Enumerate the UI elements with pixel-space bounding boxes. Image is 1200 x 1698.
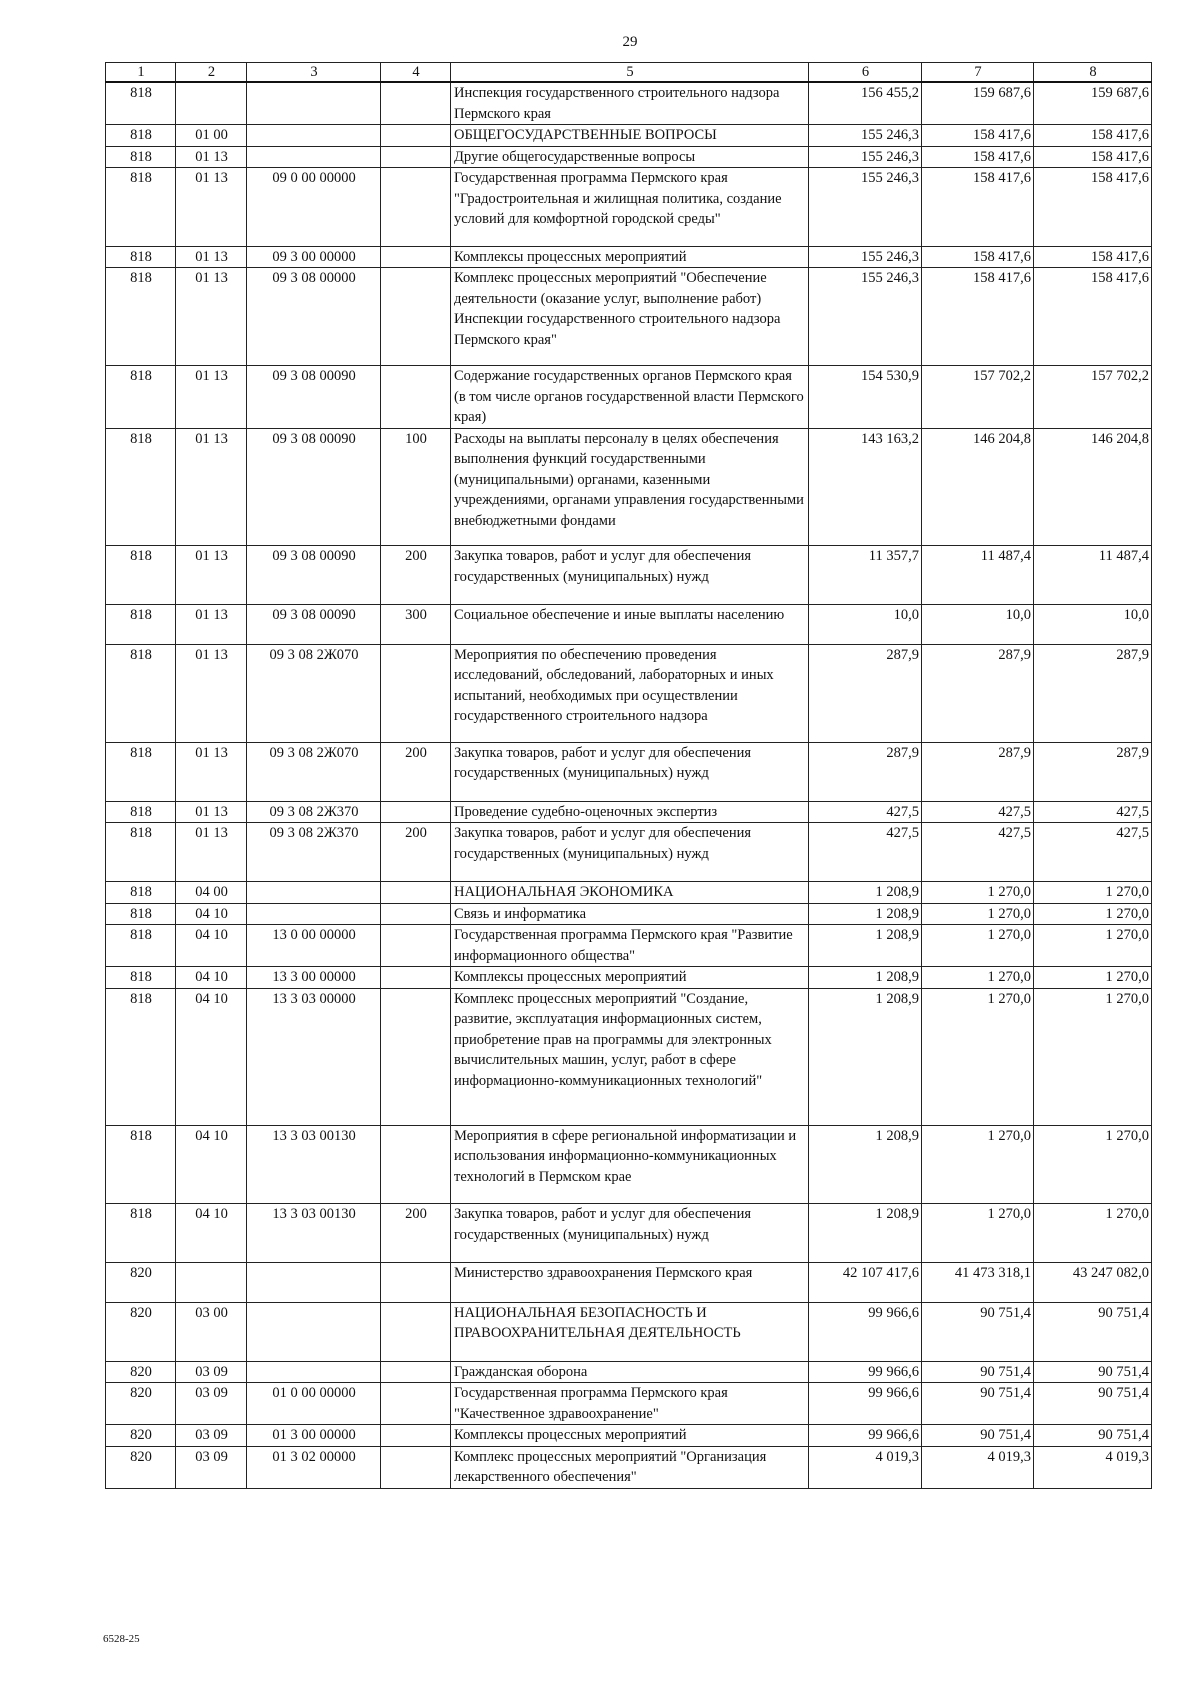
cell-amount-col8: 10,0: [1034, 605, 1152, 645]
cell-section-code: 04 10: [176, 925, 247, 967]
cell-section-code: 01 13: [176, 644, 247, 742]
cell-amount-col6: 287,9: [809, 742, 922, 801]
cell-target-article: [247, 1302, 381, 1361]
cell-amount-col6: 1 208,9: [809, 1125, 922, 1204]
table-row: [106, 268, 1152, 366]
cell-description: Комплексы процессных мероприятий: [451, 246, 809, 268]
cell-expense-type: [381, 1361, 451, 1383]
cell-admin-code: 820: [106, 1361, 176, 1383]
cell-amount-col8: 90 751,4: [1034, 1361, 1152, 1383]
cell-description: Гражданская оборона: [451, 1361, 809, 1383]
cell-expense-type: [381, 1446, 451, 1488]
cell-expense-type: 200: [381, 546, 451, 605]
cell-amount-col8: 1 270,0: [1034, 1204, 1152, 1263]
cell-amount-col8: 158 417,6: [1034, 168, 1152, 247]
cell-amount-col7: 1 270,0: [922, 903, 1034, 925]
table-row: [106, 246, 1152, 268]
cell-amount-col7: 158 417,6: [922, 268, 1034, 366]
table-row: [106, 925, 1152, 967]
cell-admin-code: 818: [106, 366, 176, 429]
cell-description: Закупка товаров, работ и услуг для обеспечения государственных (муниципальных) нужд: [451, 823, 809, 882]
cell-expense-type: [381, 1263, 451, 1303]
cell-expense-type: [381, 882, 451, 904]
table-row: [106, 168, 1152, 247]
cell-expense-type: 200: [381, 742, 451, 801]
cell-section-code: 01 00: [176, 125, 247, 147]
cell-amount-col7: 1 270,0: [922, 967, 1034, 989]
table-row: [106, 1383, 1152, 1425]
table-row: [106, 967, 1152, 989]
cell-description: Государственная программа Пермского края "Развитие информационного общества": [451, 925, 809, 967]
cell-amount-col6: 99 966,6: [809, 1383, 922, 1425]
cell-admin-code: 818: [106, 428, 176, 546]
cell-amount-col8: 1 270,0: [1034, 925, 1152, 967]
cell-amount-col8: 158 417,6: [1034, 268, 1152, 366]
cell-section-code: 04 10: [176, 988, 247, 1125]
cell-expense-type: [381, 1383, 451, 1425]
cell-target-article: [247, 82, 381, 125]
cell-amount-col7: 11 487,4: [922, 546, 1034, 605]
cell-amount-col6: 154 530,9: [809, 366, 922, 429]
cell-amount-col6: 99 966,6: [809, 1361, 922, 1383]
table-row: [106, 146, 1152, 168]
table-row: [106, 428, 1152, 546]
cell-amount-col6: 10,0: [809, 605, 922, 645]
table-row: [106, 882, 1152, 904]
cell-amount-col7: 90 751,4: [922, 1302, 1034, 1361]
table-row: [106, 1361, 1152, 1383]
cell-admin-code: 820: [106, 1263, 176, 1303]
cell-admin-code: 820: [106, 1302, 176, 1361]
table-row: [106, 1263, 1152, 1303]
cell-description: Комплексы процессных мероприятий: [451, 1425, 809, 1447]
cell-expense-type: [381, 988, 451, 1125]
cell-target-article: 09 0 00 00000: [247, 168, 381, 247]
cell-expense-type: 200: [381, 1204, 451, 1263]
cell-expense-type: [381, 125, 451, 147]
cell-section-code: 03 09: [176, 1425, 247, 1447]
cell-description: Социальное обеспечение и иные выплаты населению: [451, 605, 809, 645]
cell-amount-col8: 1 270,0: [1034, 967, 1152, 989]
page-number: 29: [622, 34, 638, 50]
cell-amount-col7: 158 417,6: [922, 146, 1034, 168]
cell-expense-type: 100: [381, 428, 451, 546]
cell-amount-col8: 43 247 082,0: [1034, 1263, 1152, 1303]
cell-amount-col6: 42 107 417,6: [809, 1263, 922, 1303]
cell-admin-code: 820: [106, 1446, 176, 1488]
cell-admin-code: 818: [106, 268, 176, 366]
cell-amount-col8: 4 019,3: [1034, 1446, 1152, 1488]
table-row: [106, 82, 1152, 125]
table-row: [106, 605, 1152, 645]
cell-amount-col8: 159 687,6: [1034, 82, 1152, 125]
cell-target-article: 01 3 00 00000: [247, 1425, 381, 1447]
cell-section-code: 01 13: [176, 546, 247, 605]
cell-section-code: [176, 1263, 247, 1303]
cell-amount-col7: 4 019,3: [922, 1446, 1034, 1488]
cell-amount-col8: 158 417,6: [1034, 125, 1152, 147]
cell-amount-col7: 90 751,4: [922, 1361, 1034, 1383]
cell-target-article: 13 3 03 00130: [247, 1204, 381, 1263]
cell-admin-code: 818: [106, 742, 176, 801]
cell-amount-col7: 158 417,6: [922, 125, 1034, 147]
cell-section-code: 01 13: [176, 246, 247, 268]
cell-amount-col7: 1 270,0: [922, 1125, 1034, 1204]
cell-amount-col7: 1 270,0: [922, 988, 1034, 1125]
cell-target-article: [247, 1361, 381, 1383]
cell-target-article: [247, 146, 381, 168]
cell-target-article: 09 3 08 2Ж070: [247, 644, 381, 742]
cell-section-code: 01 13: [176, 801, 247, 823]
cell-expense-type: [381, 246, 451, 268]
cell-target-article: 09 3 08 00000: [247, 268, 381, 366]
cell-target-article: 13 3 03 00130: [247, 1125, 381, 1204]
cell-description: Комплекс процессных мероприятий "Обеспечение деятельности (оказание услуг, выполнение работ) Инспекции государственного строительного надзора Пермского края": [451, 268, 809, 366]
cell-target-article: [247, 903, 381, 925]
cell-amount-col8: 157 702,2: [1034, 366, 1152, 429]
cell-section-code: 01 13: [176, 823, 247, 882]
cell-target-article: 09 3 08 00090: [247, 428, 381, 546]
cell-amount-col8: 427,5: [1034, 823, 1152, 882]
cell-target-article: 09 3 08 00090: [247, 366, 381, 429]
budget-table: [105, 62, 1152, 1489]
cell-amount-col8: 90 751,4: [1034, 1425, 1152, 1447]
cell-section-code: [176, 82, 247, 125]
cell-description: Комплексы процессных мероприятий: [451, 967, 809, 989]
cell-admin-code: 818: [106, 546, 176, 605]
cell-description: Закупка товаров, работ и услуг для обеспечения государственных (муниципальных) нужд: [451, 742, 809, 801]
cell-amount-col7: 158 417,6: [922, 246, 1034, 268]
cell-target-article: 09 3 08 2Ж070: [247, 742, 381, 801]
cell-expense-type: [381, 1425, 451, 1447]
cell-section-code: 01 13: [176, 168, 247, 247]
cell-amount-col7: 1 270,0: [922, 882, 1034, 904]
table-row: [106, 742, 1152, 801]
cell-description: Содержание государственных органов Пермского края (в том числе органов государственной власти Пермского края): [451, 366, 809, 429]
cell-expense-type: [381, 903, 451, 925]
cell-amount-col7: 41 473 318,1: [922, 1263, 1034, 1303]
table-row: [106, 1302, 1152, 1361]
header-col-5: 5: [451, 63, 809, 83]
cell-amount-col8: 11 487,4: [1034, 546, 1152, 605]
cell-target-article: 09 3 00 00000: [247, 246, 381, 268]
header-row: [106, 63, 1152, 83]
header-col-6: 6: [809, 63, 922, 83]
document-code: 6528-25: [103, 1633, 140, 1645]
cell-amount-col6: 155 246,3: [809, 146, 922, 168]
cell-amount-col6: 287,9: [809, 644, 922, 742]
cell-section-code: 03 09: [176, 1446, 247, 1488]
cell-section-code: 04 10: [176, 1204, 247, 1263]
cell-expense-type: [381, 967, 451, 989]
cell-amount-col7: 287,9: [922, 644, 1034, 742]
cell-amount-col7: 287,9: [922, 742, 1034, 801]
cell-amount-col6: 99 966,6: [809, 1302, 922, 1361]
cell-description: Расходы на выплаты персоналу в целях обеспечения выполнения функций государственными (муниципальными) органами, казенными учреждениями, органами управления государственными внебюджетными фондами: [451, 428, 809, 546]
table-row: [106, 546, 1152, 605]
cell-amount-col8: 158 417,6: [1034, 246, 1152, 268]
cell-description: Государственная программа Пермского края "Градостроительная и жилищная политика, создание условий для комфортной городской среды": [451, 168, 809, 247]
table-row: [106, 1204, 1152, 1263]
cell-amount-col6: 1 208,9: [809, 903, 922, 925]
cell-section-code: 03 09: [176, 1383, 247, 1425]
cell-expense-type: [381, 801, 451, 823]
cell-description: Инспекция государственного строительного надзора Пермского края: [451, 82, 809, 125]
cell-description: Мероприятия в сфере региональной информатизации и использования информационно-коммуникационных технологий в Пермском крае: [451, 1125, 809, 1204]
cell-amount-col6: 156 455,2: [809, 82, 922, 125]
cell-expense-type: [381, 82, 451, 125]
table-row: [106, 644, 1152, 742]
cell-amount-col8: 1 270,0: [1034, 1125, 1152, 1204]
cell-admin-code: 818: [106, 1125, 176, 1204]
cell-target-article: 13 3 00 00000: [247, 967, 381, 989]
cell-target-article: 09 3 08 00090: [247, 546, 381, 605]
cell-target-article: [247, 1263, 381, 1303]
cell-description: Министерство здравоохранения Пермского края: [451, 1263, 809, 1303]
cell-amount-col7: 10,0: [922, 605, 1034, 645]
cell-admin-code: 818: [106, 82, 176, 125]
cell-amount-col6: 4 019,3: [809, 1446, 922, 1488]
cell-amount-col6: 155 246,3: [809, 246, 922, 268]
cell-amount-col6: 1 208,9: [809, 882, 922, 904]
cell-amount-col6: 1 208,9: [809, 988, 922, 1125]
cell-expense-type: [381, 146, 451, 168]
cell-expense-type: [381, 1302, 451, 1361]
cell-expense-type: [381, 366, 451, 429]
cell-amount-col8: 1 270,0: [1034, 988, 1152, 1125]
cell-description: Мероприятия по обеспечению проведения исследований, обследований, лабораторных и иных испытаний, необходимых при осуществлении государственного строительного надзора: [451, 644, 809, 742]
cell-amount-col8: 427,5: [1034, 801, 1152, 823]
cell-admin-code: 818: [106, 125, 176, 147]
cell-expense-type: [381, 168, 451, 247]
cell-description: НАЦИОНАЛЬНАЯ БЕЗОПАСНОСТЬ И ПРАВООХРАНИТЕЛЬНАЯ ДЕЯТЕЛЬНОСТЬ: [451, 1302, 809, 1361]
cell-description: НАЦИОНАЛЬНАЯ ЭКОНОМИКА: [451, 882, 809, 904]
header-col-4: 4: [381, 63, 451, 83]
cell-expense-type: 200: [381, 823, 451, 882]
cell-amount-col7: 90 751,4: [922, 1383, 1034, 1425]
table-row: [106, 801, 1152, 823]
cell-section-code: 03 09: [176, 1361, 247, 1383]
cell-amount-col7: 1 270,0: [922, 925, 1034, 967]
table-row: [106, 366, 1152, 429]
cell-admin-code: 818: [106, 146, 176, 168]
cell-amount-col6: 1 208,9: [809, 967, 922, 989]
cell-amount-col6: 1 208,9: [809, 1204, 922, 1263]
cell-description: Комплекс процессных мероприятий "Создание, развитие, эксплуатация информационных систем, приобретение прав на программы для электронных вычислительных машин, услуг, работ в сфере информационно-коммуникационных технологий": [451, 988, 809, 1125]
cell-admin-code: 818: [106, 903, 176, 925]
cell-expense-type: [381, 925, 451, 967]
cell-amount-col7: 427,5: [922, 801, 1034, 823]
cell-description: Проведение судебно-оценочных экспертиз: [451, 801, 809, 823]
cell-description: Комплекс процессных мероприятий "Организация лекарственного обеспечения": [451, 1446, 809, 1488]
cell-section-code: 04 00: [176, 882, 247, 904]
table-row: [106, 125, 1152, 147]
cell-amount-col7: 158 417,6: [922, 168, 1034, 247]
cell-section-code: 01 13: [176, 268, 247, 366]
cell-amount-col6: 427,5: [809, 801, 922, 823]
cell-section-code: 04 10: [176, 967, 247, 989]
cell-admin-code: 818: [106, 801, 176, 823]
cell-amount-col6: 99 966,6: [809, 1425, 922, 1447]
cell-target-article: [247, 882, 381, 904]
cell-admin-code: 818: [106, 967, 176, 989]
cell-amount-col6: 155 246,3: [809, 125, 922, 147]
table-row: [106, 823, 1152, 882]
cell-amount-col8: 90 751,4: [1034, 1302, 1152, 1361]
cell-admin-code: 820: [106, 1383, 176, 1425]
cell-description: ОБЩЕГОСУДАРСТВЕННЫЕ ВОПРОСЫ: [451, 125, 809, 147]
cell-section-code: 04 10: [176, 1125, 247, 1204]
cell-section-code: 01 13: [176, 742, 247, 801]
cell-admin-code: 818: [106, 882, 176, 904]
header-col-1: 1: [106, 63, 176, 83]
cell-admin-code: 818: [106, 605, 176, 645]
cell-expense-type: [381, 268, 451, 366]
cell-section-code: 01 13: [176, 605, 247, 645]
cell-amount-col7: 159 687,6: [922, 82, 1034, 125]
header-col-7: 7: [922, 63, 1034, 83]
cell-target-article: 09 3 08 00090: [247, 605, 381, 645]
cell-section-code: 04 10: [176, 903, 247, 925]
cell-description: Другие общегосударственные вопросы: [451, 146, 809, 168]
cell-amount-col8: 287,9: [1034, 742, 1152, 801]
cell-admin-code: 820: [106, 1425, 176, 1447]
cell-target-article: 09 3 08 2Ж370: [247, 823, 381, 882]
cell-amount-col6: 155 246,3: [809, 168, 922, 247]
cell-amount-col7: 157 702,2: [922, 366, 1034, 429]
table-row: [106, 988, 1152, 1125]
cell-section-code: 03 00: [176, 1302, 247, 1361]
cell-target-article: 01 3 02 00000: [247, 1446, 381, 1488]
cell-description: Связь и информатика: [451, 903, 809, 925]
table-row: [106, 1425, 1152, 1447]
cell-target-article: 13 3 03 00000: [247, 988, 381, 1125]
cell-section-code: 01 13: [176, 366, 247, 429]
header-col-3: 3: [247, 63, 381, 83]
cell-amount-col6: 427,5: [809, 823, 922, 882]
header-col-2: 2: [176, 63, 247, 83]
cell-expense-type: [381, 1125, 451, 1204]
cell-target-article: 13 0 00 00000: [247, 925, 381, 967]
cell-amount-col7: 146 204,8: [922, 428, 1034, 546]
cell-admin-code: 818: [106, 644, 176, 742]
cell-amount-col6: 1 208,9: [809, 925, 922, 967]
cell-amount-col7: 427,5: [922, 823, 1034, 882]
cell-admin-code: 818: [106, 168, 176, 247]
cell-amount-col7: 1 270,0: [922, 1204, 1034, 1263]
header-col-8: 8: [1034, 63, 1152, 83]
cell-amount-col7: 90 751,4: [922, 1425, 1034, 1447]
cell-amount-col6: 155 246,3: [809, 268, 922, 366]
table-row: [106, 1446, 1152, 1488]
cell-section-code: 01 13: [176, 428, 247, 546]
cell-target-article: [247, 125, 381, 147]
cell-amount-col8: 146 204,8: [1034, 428, 1152, 546]
table-body: [106, 82, 1152, 1488]
cell-amount-col8: 158 417,6: [1034, 146, 1152, 168]
cell-description: Закупка товаров, работ и услуг для обеспечения государственных (муниципальных) нужд: [451, 546, 809, 605]
cell-admin-code: 818: [106, 1204, 176, 1263]
cell-description: Государственная программа Пермского края "Качественное здравоохранение": [451, 1383, 809, 1425]
cell-amount-col8: 1 270,0: [1034, 882, 1152, 904]
table-row: [106, 1125, 1152, 1204]
cell-description: Закупка товаров, работ и услуг для обеспечения государственных (муниципальных) нужд: [451, 1204, 809, 1263]
cell-target-article: 09 3 08 2Ж370: [247, 801, 381, 823]
cell-amount-col8: 287,9: [1034, 644, 1152, 742]
cell-expense-type: 300: [381, 605, 451, 645]
cell-amount-col8: 90 751,4: [1034, 1383, 1152, 1425]
cell-admin-code: 818: [106, 988, 176, 1125]
cell-admin-code: 818: [106, 823, 176, 882]
cell-amount-col8: 1 270,0: [1034, 903, 1152, 925]
cell-section-code: 01 13: [176, 146, 247, 168]
cell-admin-code: 818: [106, 925, 176, 967]
cell-expense-type: [381, 644, 451, 742]
table-row: [106, 903, 1152, 925]
cell-amount-col6: 11 357,7: [809, 546, 922, 605]
cell-amount-col6: 143 163,2: [809, 428, 922, 546]
cell-admin-code: 818: [106, 246, 176, 268]
cell-target-article: 01 0 00 00000: [247, 1383, 381, 1425]
